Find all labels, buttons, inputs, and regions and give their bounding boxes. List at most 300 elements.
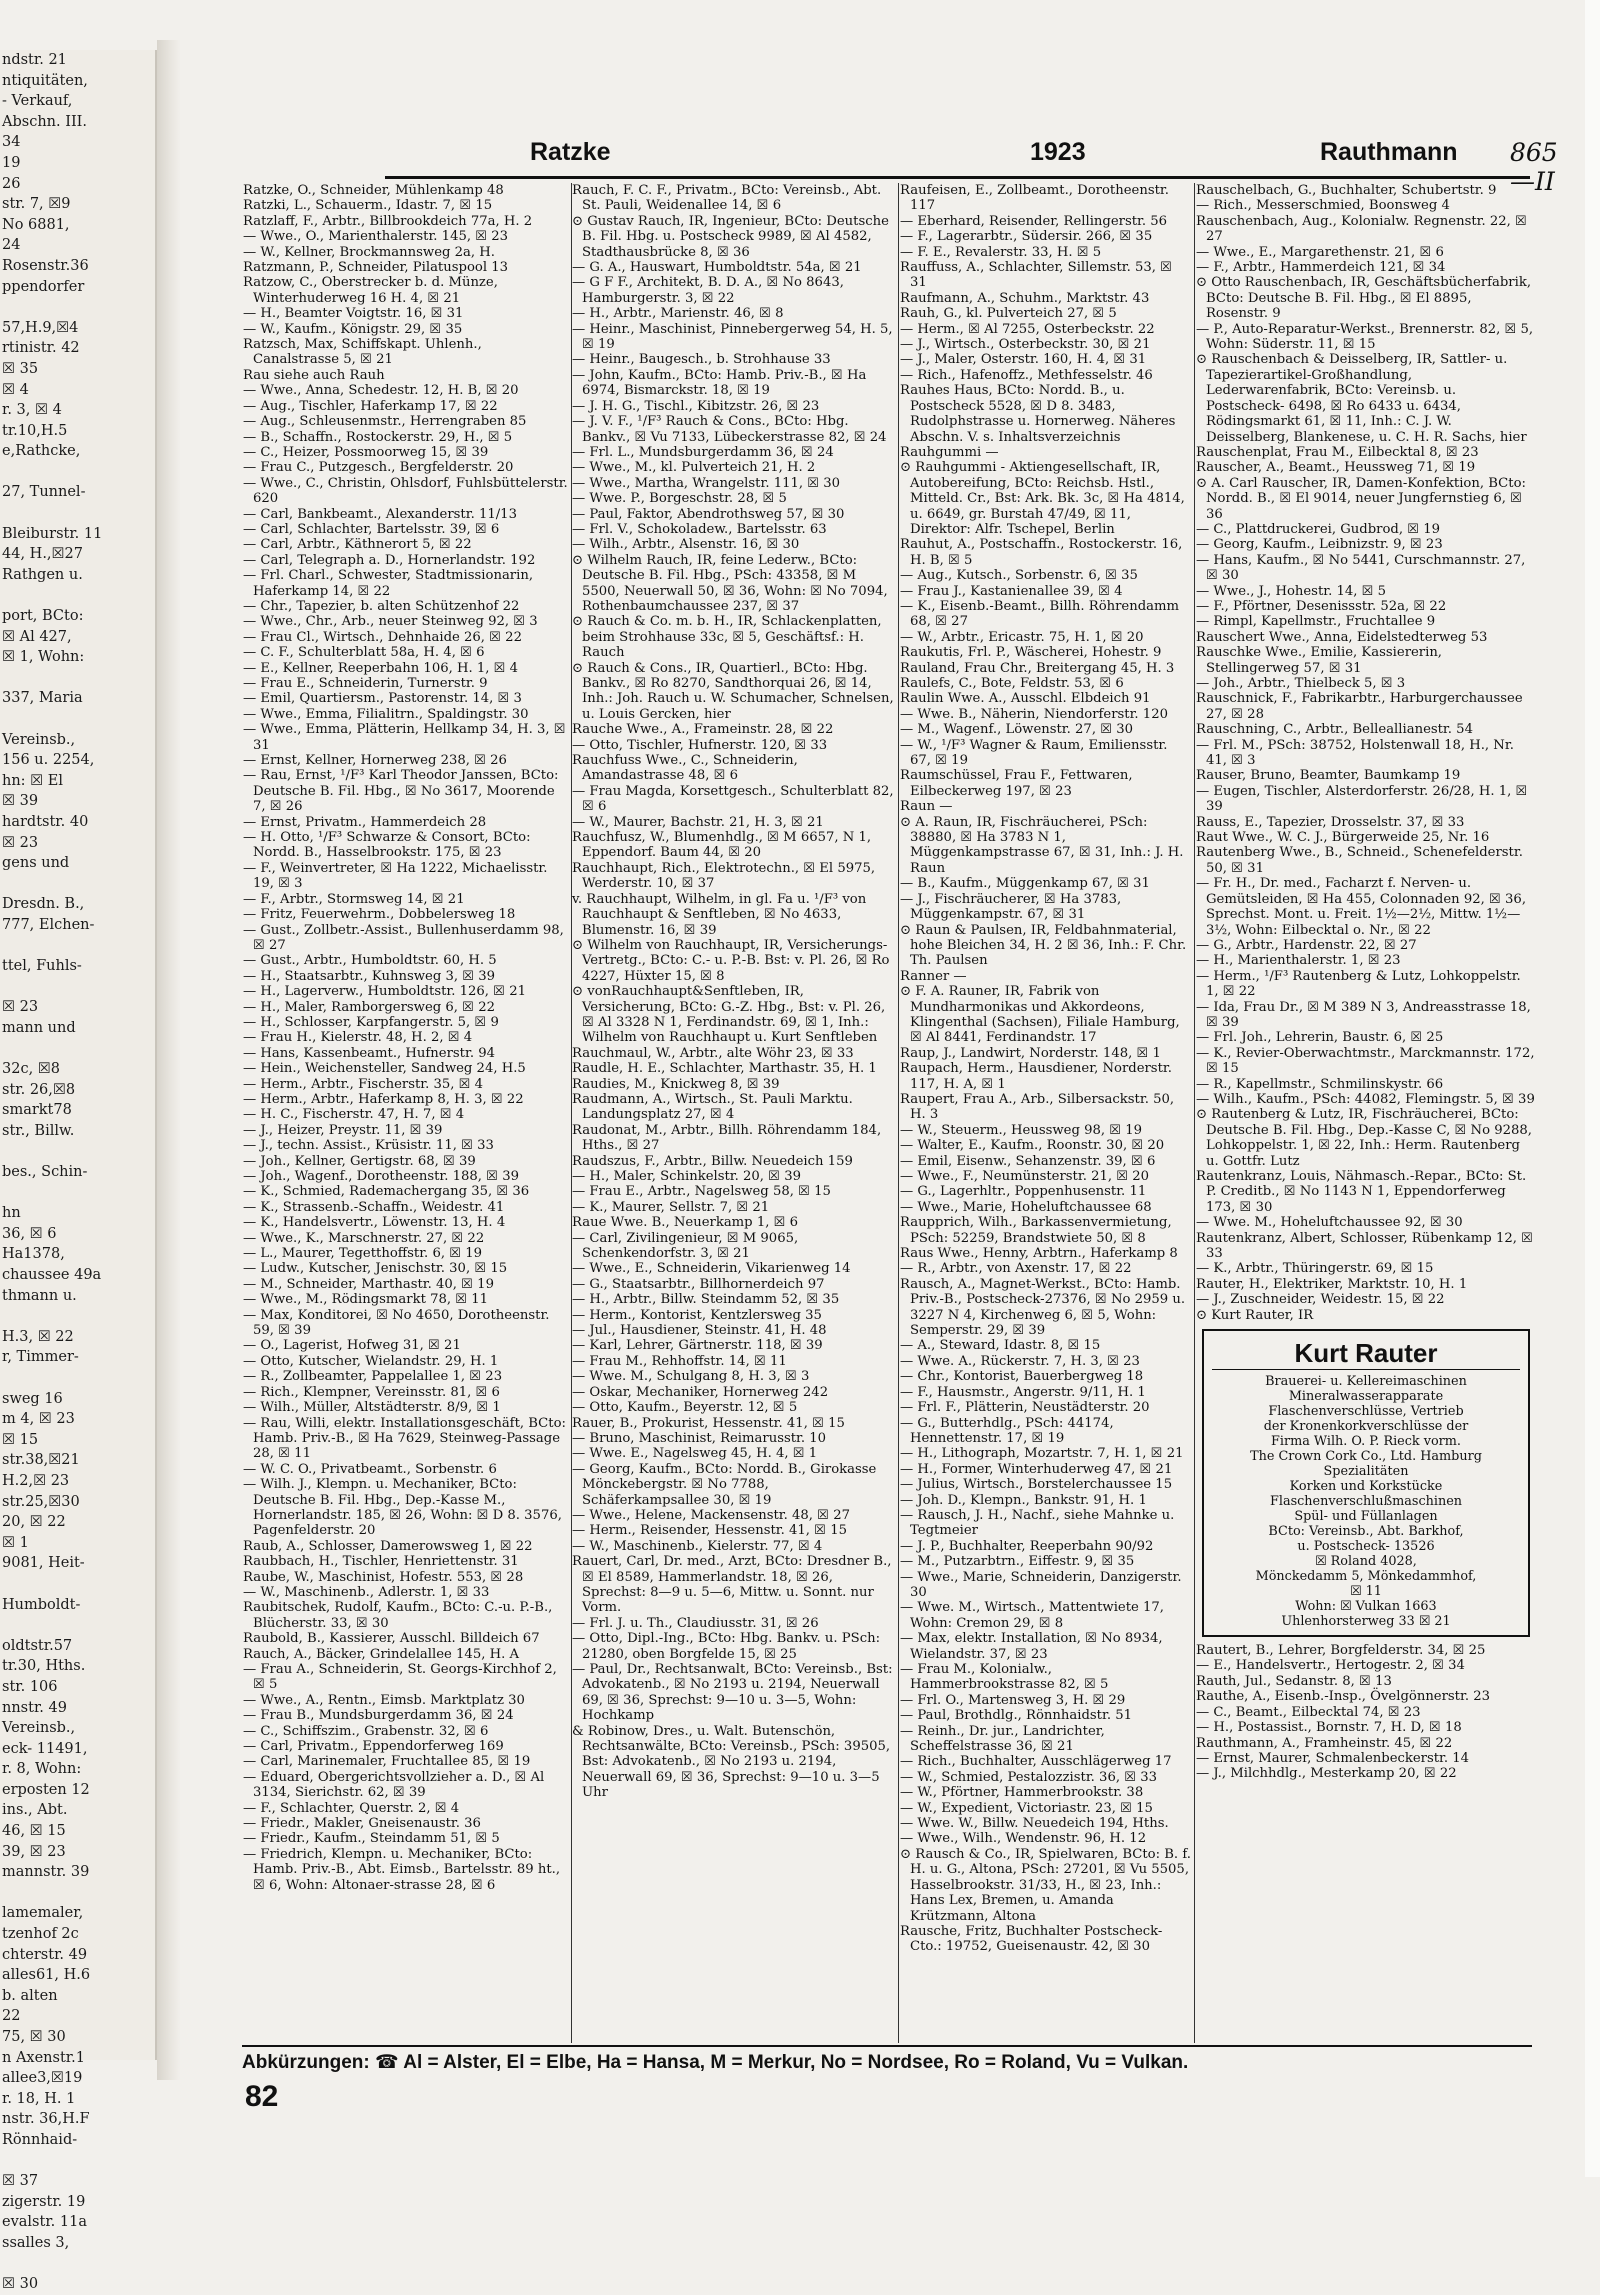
prev-page-line: 36, ☒ 6	[2, 1225, 57, 1242]
prev-page-line	[0, 874, 155, 895]
prev-page-line: H.2,☒ 23	[2, 1472, 70, 1489]
directory-entry: — Aug., Tischler, Haferkamp 17, ☒ 22	[243, 398, 498, 414]
directory-entry: — Wwe. B., Näherin, Niendorferstr. 120	[900, 706, 1168, 722]
directory-entry: — Wwe., A., Rentn., Eimsb. Marktplatz 30	[243, 1692, 525, 1708]
directory-entry: — Carl, Marinemaler, Fruchtallee 85, ☒ 19	[243, 1754, 531, 1770]
directory-entry: — Wwe., J., Hohestr. 14, ☒ 5	[1196, 583, 1387, 599]
prev-page-line: 32c, ☒8	[2, 1061, 61, 1078]
directory-entry: — G F F., Architekt, B. D. A., ☒ No 8643, Hamburgerstr. 3, ☒ 22	[572, 275, 844, 306]
directory-entry: — Otto, Kaufm., Beyerstr. 12, ☒ 5	[572, 1400, 798, 1416]
directory-entry: — Otto, Tischler, Hufnerstr. 120, ☒ 33	[572, 737, 828, 753]
directory-entry: — M., Schneider, Marthastr. 40, ☒ 19	[243, 1276, 494, 1292]
directory-entry: — H., Former, Winterhuderweg 47, ☒ 21	[900, 1461, 1173, 1477]
prev-page-line: nstr. 36,H.F	[2, 2111, 90, 2128]
directory-entry: — Wwe. E., Nagelsweg 45, H. 4, ☒ 1	[572, 1446, 818, 1462]
directory-entry: — A., Steward, Idastr. 8, ☒ 15	[900, 1338, 1101, 1354]
prev-page-line: hn	[2, 1205, 21, 1222]
prev-page-line: e,Rathcke,	[2, 443, 81, 460]
directory-entry: Rautenkranz, Louis, Nähmasch.-Repar., BCto: St. P. Creditb., ☒ No 1143 N 1, Eppendorferweg 173, ☒ 30	[1196, 1169, 1527, 1215]
directory-entry: — Emil, Eisenw., Sehanzenstr. 39, ☒ 6	[900, 1153, 1156, 1169]
prev-page-line: tr.10,H.5	[2, 422, 68, 439]
directory-entry: Raupach, Herm., Hausdiener, Norderstr. 117, H. A, ☒ 1	[900, 1061, 1172, 1092]
directory-entry: — B., Kaufm., Müggenkamp 67, ☒ 31	[900, 876, 1150, 892]
directory-entry: — E., Kellner, Reeperbahn 106, H. 1, ☒ 4	[243, 660, 519, 676]
directory-entry: Rauser, Bruno, Beamter, Baumkamp 19	[1196, 768, 1461, 784]
prev-page-line: Dresdn. B.,	[2, 896, 85, 913]
prev-page-line: 34	[2, 134, 21, 151]
directory-entry: — C., Plattdruckerei, Gudbrod, ☒ 19	[1196, 521, 1441, 537]
prev-page-line: 20, ☒ 22	[2, 1514, 66, 1531]
directory-entry: — K., Maurer, Sellstr. 7, ☒ 21	[572, 1199, 770, 1215]
prev-page-line: Vereinsb.,	[2, 1720, 76, 1737]
directory-column-2	[572, 183, 896, 2053]
prev-page-line: thmann u.	[2, 1287, 77, 1304]
directory-entry: Rauschnick, F., Fabrikarbtr., Harburgerchaussee 27, ☒ 28	[1196, 691, 1523, 722]
directory-entry: — Herm., Arbtr., Fischerstr. 35, ☒ 4	[243, 1076, 484, 1092]
directory-entry: — Frl. F., Plätterin, Neustädterstr. 20	[900, 1400, 1150, 1416]
prev-page-line	[0, 1368, 155, 1389]
directory-entry: — L., Maurer, Tegetthoffstr. 6, ☒ 19	[243, 1246, 483, 1262]
directory-entry: — C., Heizer, Possmoorweg 15, ☒ 39	[243, 444, 489, 460]
directory-entry: — C., Schiffszim., Grabenstr. 32, ☒ 6	[243, 1723, 489, 1739]
prev-page-line	[0, 1183, 155, 1204]
prev-page-line: Vereinsb.,	[2, 731, 76, 748]
directory-entry: — W., Maschinenb., Adlerstr. 1, ☒ 33	[243, 1584, 490, 1600]
prev-page-line: sweg 16	[2, 1390, 63, 1407]
prev-page-line: erposten 12	[2, 1781, 90, 1798]
directory-entry: — H., Maler, Ramborgersweg 6, ☒ 22	[243, 999, 495, 1015]
directory-entry: ⊙ Raun & Paulsen, IR, Feldbahnmaterial, hohe Bleichen 34, H. 2 ☒ 36, Inh.: F. Chr. Th. Paulsen	[900, 922, 1187, 969]
directory-entry: — Gust., Zollbetr.-Assist., Bullenhuserdamm 98, ☒ 27	[243, 922, 564, 953]
directory-entry: — Walter, E., Kaufm., Roonstr. 30, ☒ 20	[900, 1138, 1165, 1154]
directory-entry: — B., Schaffn., Rostockerstr. 29, H., ☒ 5	[243, 429, 513, 445]
directory-entry: — Karl, Lehrer, Gärtnerstr. 118, ☒ 39	[572, 1338, 823, 1354]
prev-page-line: r, Timmer-	[2, 1349, 79, 1366]
prev-page-line: port, BCto:	[2, 608, 84, 625]
directory-entry: — Herm., ☒ Al 7255, Osterbeckstr. 22	[900, 321, 1155, 337]
directory-entry: — K., Eisenb.-Beamt., Billh. Röhrendamm 68, ☒ 27	[900, 598, 1180, 630]
prev-page-line	[0, 2254, 155, 2275]
directory-entry: — Hans, Kaufm., ☒ No 5441, Curschmannstr. 27, ☒ 30	[1196, 552, 1526, 584]
prev-page-line: 337, Maria	[2, 690, 83, 707]
prev-page-line: smarkt78	[2, 1102, 72, 1119]
prev-page-line	[0, 1615, 155, 1636]
directory-entry: — H. C., Fischerstr. 47, H. 7, ☒ 4	[243, 1107, 465, 1123]
prev-page-line	[0, 1141, 155, 1162]
prev-page-line	[0, 2151, 155, 2172]
prev-page-line	[0, 585, 155, 606]
prev-page-line	[0, 709, 155, 730]
prev-page-line: ☒ 23	[2, 834, 39, 851]
prev-page-line: Humboldt-	[2, 1596, 81, 1613]
directory-entry: — H., Lagerverw., Humboldtstr. 126, ☒ 21	[243, 984, 526, 1000]
directory-entry: — Jul., Hausdiener, Steinstr. 41, H. 48	[572, 1323, 827, 1339]
directory-entry: Rauthmann, A., Framheinstr. 45, ☒ 22	[1196, 1735, 1453, 1751]
prev-page-line	[0, 1883, 155, 1904]
prev-page-line: ndstr. 21	[2, 52, 67, 68]
directory-entry: — Wwe., M., kl. Pulverteich 21, H. 2	[572, 460, 816, 476]
directory-entry: ⊙ Rauhgummi - Aktiengesellschaft, IR, Autobereifung, BCto: Reichsb. Hstl., Mitteld. Cr., Bst: Ark. Bk. 3c, ☒ Ha 4814, u. 6649, gr. Burstah 47/49, ☒ 11, Direktor: Alfr. Tschepel, Berlin	[900, 460, 1185, 537]
directory-entry: — Wwe., Wilh., Wendenstr. 96, H. 12	[900, 1831, 1147, 1847]
directory-entry: ⊙ Kurt Rauter, IR	[1196, 1307, 1314, 1323]
prev-page-line: Rathgen u.	[2, 566, 83, 583]
directory-entry: — Ernst, Kellner, Hornerweg 238, ☒ 26	[243, 753, 507, 769]
directory-entry: — W., Expedient, Victoriastr. 23, ☒ 15	[900, 1800, 1153, 1816]
directory-entry: — Ernst, Maurer, Schmalenbeckerstr. 14	[1196, 1750, 1470, 1766]
directory-entry: Rauhut, A., Postschaffn., Rostockerstr. 16, H. B, ☒ 5	[900, 537, 1183, 568]
directory-entry: — K., Schmied, Rademachergang 35, ☒ 36	[243, 1184, 530, 1200]
directory-entry: — Frau E., Arbtr., Nagelsweg 58, ☒ 15	[572, 1184, 831, 1200]
directory-entry: — C. F., Schulterblatt 58a, H. 4, ☒ 6	[243, 645, 485, 661]
prev-page-line: 44, H.,☒27	[2, 546, 83, 563]
directory-entry: — J., techn. Assist., Krüsistr. 11, ☒ 33	[243, 1138, 494, 1154]
directory-entry: — R., Arbtr., von Axenstr. 17, ☒ 22	[900, 1261, 1132, 1277]
directory-entry: — Frau E., Schneiderin, Turnerstr. 9	[243, 676, 488, 691]
directory-entry: — Heinr., Baugesch., b. Strohhause 33	[572, 352, 831, 368]
directory-entry: — Aug., Schleusenmstr., Herrengraben 85	[243, 414, 527, 430]
directory-entry: ⊙ Rauch & Cons., IR, Quartierl., BCto: Hbg. Bankv., ☒ Ro 8270, Sandthorquai 26, ☒ 14, Inh.: Joh. Rauch u. W. Schumacher, Schnelsen, u. Louis Gercken, hier	[572, 660, 894, 722]
prev-page-line: n Axenstr.1	[2, 2049, 85, 2066]
prev-page-line: r. 18, H. 1	[2, 2090, 76, 2107]
directory-entry: Rauhes Haus, BCto: Nordd. B., u. Postscheck 5528, ☒ D 8. 3483, Rudolphstrasse u. Hornerweg. Näheres Abschn. V. s. Inhaltsverzeichnis	[900, 383, 1176, 445]
directory-entry: Raubold, B., Kassierer, Ausschl. Billdeich 67	[243, 1631, 540, 1647]
directory-entry: — Paul, Dr., Rechtsanwalt, BCto: Vereinsb., Bst: Advokatenb., ☒ No 2193 u. 2194, Neuerwall 69, ☒ 36, Sprechst: 9—10 u. 3—5, Wohn: Hochkamp	[572, 1662, 893, 1724]
directory-entry: — Oskar, Mechaniker, Hornerweg 242	[572, 1384, 829, 1400]
prev-page-line: ssalles 3,	[2, 2234, 70, 2251]
prev-page-line: mann und	[2, 1019, 76, 1036]
directory-entry: Rauter, H., Elektriker, Marktstr. 10, H. 1	[1196, 1276, 1468, 1292]
header-rule	[385, 176, 1530, 179]
directory-entry: Rautert, B., Lehrer, Borgfelderstr. 34, ☒ 25	[1196, 1643, 1486, 1659]
header-year: 1923	[1030, 138, 1086, 166]
directory-entry: — P., Auto-Reparatur-Werkst., Brennerstr. 82, ☒ 5, Wohn: Süderstr. 11, ☒ 15	[1196, 321, 1534, 353]
directory-entry: — K., Strassenb.-Schaffn., Weidestr. 41	[243, 1199, 505, 1215]
prev-page-line: m 4, ☒ 23	[2, 1411, 75, 1428]
prev-page-line: Rönnhaid-	[2, 2131, 78, 2148]
directory-entry: Rautenberg Wwe., B., Schneid., Schenefelderstr. 50, ☒ 31	[1196, 845, 1523, 876]
directory-entry: Raut Wwe., W. C. J., Bürgerweide 25, Nr. 16	[1196, 830, 1490, 846]
prev-page-line: 19	[2, 154, 21, 171]
directory-entry: — Wwe., Marie, Schneiderin, Danzigerstr. 30	[900, 1569, 1182, 1600]
directory-entry: — Julius, Wirtsch., Borstelerchaussee 15	[900, 1477, 1173, 1493]
prev-page-line: ☒ 37	[2, 2173, 39, 2190]
directory-entry: — H., Postassist., Bornstr. 7, H. D, ☒ 18	[1196, 1720, 1462, 1736]
directory-entry: — Frau J., Kastanienallee 39, ☒ 4	[900, 583, 1123, 599]
directory-entry: — Ernst, Privatm., Hammerdeich 28	[243, 814, 487, 830]
prev-page-line: ☒ Al 427,	[2, 628, 72, 645]
prev-page-line: eck- 11491,	[2, 1740, 88, 1757]
directory-entry: — Carl, Zivilingenieur, ☒ M 9065, Schenkendorfstr. 3, ☒ 21	[572, 1230, 799, 1262]
directory-entry: — Frl. Joh., Lehrerin, Baustr. 6, ☒ 25	[1196, 1030, 1444, 1046]
directory-entry: — W., Pförtner, Hammerbrookstr. 38	[900, 1785, 1144, 1801]
directory-entry: — J. H. G., Tischl., Kibitzstr. 26, ☒ 23	[572, 398, 820, 414]
directory-entry: — Carl, Privatm., Eppendorferweg 169	[243, 1739, 504, 1755]
directory-entry: Rauh, G., kl. Pulverteich 27, ☒ 5	[900, 306, 1117, 322]
directory-entry: Raun —	[900, 799, 953, 815]
directory-entry: — H., Marienthalerstr. 1, ☒ 23	[1196, 953, 1401, 969]
prev-page-line: No 6881,	[2, 216, 70, 233]
prev-page-line: nnstr. 49	[2, 1699, 67, 1716]
directory-entry: Raumschüssel, Frau F., Fettwaren, Eilbeckerweg 197, ☒ 23	[900, 768, 1133, 799]
ad-line: Uhlenhorsterweg 33 ☒ 21	[1281, 1614, 1451, 1630]
directory-entry: ⊙ A. Raun, IR, Fischräucherei, PSch: 38880, ☒ Ha 3783 N 1, Müggenkampstrasse 67, ☒ 31, Inh.: J. H. Raun	[900, 814, 1184, 876]
directory-entry: — K., Revier-Oberwachtmstr., Marckmannstr. 172, ☒ 15	[1196, 1045, 1535, 1077]
directory-entry: Rauffuss, A., Schlachter, Sillemstr. 53, ☒ 31	[900, 260, 1172, 291]
prev-page-line: 57,H.9,☒4	[2, 319, 79, 336]
directory-entry: — Frl. J. u. Th., Claudiusstr. 31, ☒ 26	[572, 1615, 819, 1631]
directory-entry: Rauschenplat, Frau M., Eilbecktal 8, ☒ 23	[1196, 444, 1479, 460]
ad-line: Mineralwasserapparate	[1288, 1389, 1444, 1405]
directory-entry: Raudmann, A., Wirtsch., St. Pauli Marktu. Landungsplatz 27, ☒ 4	[572, 1091, 853, 1123]
prev-page-line: ntiquitäten,	[2, 72, 88, 89]
directory-entry: — F., Hausmstr., Angerstr. 9/11, H. 1	[900, 1384, 1146, 1400]
directory-entry: Rauschelbach, G., Buchhalter, Schubertstr. 9	[1196, 183, 1497, 198]
directory-entry: — W., Maschinenb., Kielerstr. 77, ☒ 4	[572, 1538, 823, 1554]
directory-entry: — W., Schmied, Pestalozzistr. 36, ☒ 33	[900, 1769, 1158, 1785]
directory-entry: — W. C. O., Privatbeamt., Sorbenstr. 6	[243, 1461, 497, 1477]
directory-entry: — J., Heizer, Preystr. 11, ☒ 39	[243, 1122, 443, 1138]
directory-entry: — C., Beamt., Eilbecktal 74, ☒ 23	[1196, 1704, 1421, 1720]
prev-page-line: mannstr. 39	[2, 1864, 90, 1881]
directory-entry: — Joh. D., Klempn., Bankstr. 91, H. 1	[900, 1492, 1147, 1508]
directory-entry: Rautenkranz, Albert, Schlosser, Rübenkamp 12, ☒ 33	[1196, 1230, 1533, 1262]
directory-entry: — Rausch, J. H., Nachf., siehe Mahnke u. Tegtmeier	[900, 1507, 1175, 1539]
directory-entry: Rauschert Wwe., Anna, Eidelstedterweg 53	[1196, 629, 1488, 645]
directory-column-4	[1196, 183, 1536, 2053]
directory-entry: ⊙ Rautenberg & Lutz, IR, Fischräucherei, BCto: Deutsche B. Fil. Hbg., Dep.-Kasse C, ☒ No 9288, Lohkoppelstr. 1, ☒ 22, Inh.: Herm. Rautenberg u. Gottfr. Lutz	[1196, 1107, 1532, 1169]
prev-page-line: Abschn. III.	[2, 113, 88, 130]
directory-entry: — Wwe., O., Marienthalerstr. 145, ☒ 23	[243, 229, 509, 245]
directory-entry: — H., Arbtr., Marienstr. 46, ☒ 8	[572, 306, 784, 322]
directory-entry: — F., Lagerarbtr., Südersir. 266, ☒ 35	[900, 229, 1153, 245]
directory-entry: Raupert, Frau A., Arb., Silbersackstr. 50, H. 3	[900, 1091, 1175, 1123]
directory-column-3	[900, 183, 1192, 2053]
directory-entry: — Joh., Arbtr., Thielbeck 5, ☒ 3	[1196, 676, 1406, 691]
directory-entry: — J. V. F., ¹/F³ Rauch & Cons., BCto: Hbg. Bankv., ☒ Vu 7133, Lübeckerstrasse 82, ☒ 24	[572, 414, 887, 445]
directory-entry: Rauscher, A., Beamt., Heussweg 71, ☒ 19	[1196, 460, 1476, 476]
prev-page-line: 27, Tunnel-	[2, 484, 86, 501]
directory-entry: — W., Arbtr., Ericastr. 75, H. 1, ☒ 20	[900, 629, 1144, 645]
prev-page-line	[0, 1039, 155, 1060]
header-right-word: Rauthmann	[1320, 138, 1458, 166]
directory-entry: — Carl, Telegraph a. D., Hornerlandstr. 192	[243, 552, 536, 568]
prev-page-line: 156 u. 2254,	[2, 752, 95, 769]
prev-page-line: tr.30, Hths.	[2, 1658, 86, 1675]
prev-page-line: ☒ 1, Wohn:	[2, 649, 85, 666]
directory-entry: Rauchmaul, W., Arbtr., alte Wöhr 23, ☒ 33	[572, 1045, 854, 1061]
directory-entry: — M., Putzarbtrn., Eiffestr. 9, ☒ 35	[900, 1554, 1135, 1570]
directory-entry: ⊙ Wilhelm von Rauchhaupt, IR, Versicherungs-Vertretg., BCto: C.- u. P.-B. Bst: v. Pl. 26, ☒ Ro 4227, Hüxter 15, ☒ 8	[572, 937, 890, 984]
directory-entry: — H. Otto, ¹/F³ Schwarze & Consort, BCto: Nordd. B., Hasselbrookstr. 175, ☒ 23	[243, 830, 531, 861]
directory-entry: Raubitschek, Rudolf, Kaufm., BCto: C.-u. P.-B., Blücherstr. 33, ☒ 30	[243, 1600, 553, 1631]
abbreviations-footer: Abkürzungen: ☎ Al = Alster, El = Elbe, Ha = Hansa, M = Merkur, No = Nordsee, Ro = Roland, Vu = Vulkan.	[242, 2045, 1532, 2081]
prev-page-line: ppendorfer	[2, 278, 85, 295]
directory-entry: — H., Staatsarbtr., Kuhnsweg 3, ☒ 39	[243, 968, 496, 984]
directory-entry: Rauchfusz, W., Blumenhdlg., ☒ M 6657, N 1, Eppendorf. Baum 44, ☒ 20	[572, 830, 872, 861]
directory-entry: — Wwe., K., Marschnerstr. 27, ☒ 22	[243, 1230, 485, 1246]
page-gutter	[157, 40, 181, 2080]
directory-entry: — Wwe., E., Margarethenstr. 21, ☒ 6	[1196, 244, 1444, 260]
directory-entry: — Frl. V., Schokoladew., Bartelsstr. 63	[572, 521, 827, 537]
directory-entry: — Hans, Kassenbeamt., Hufnerstr. 94	[243, 1045, 495, 1061]
prev-page-line: ☒ 35	[2, 360, 39, 377]
page-edge	[1585, 0, 1600, 2177]
directory-entry: ⊙ Wilhelm Rauch, IR, feine Lederw., BCto: Deutsche B. Fil. Hbg., PSch: 43358, ☒ M 5500, Neuerwall 50, ☒ 36, Wohn: ☒ No 7094, Rothenbaumchaussee 237, ☒ 37	[572, 552, 888, 614]
prev-page-line	[0, 1574, 155, 1595]
directory-entry: ⊙ Rauch & Co. m. b. H., IR, Schlackenplatten, beim Strohhause 33c, ☒ 5, Geschäftsf.: H. Rauch	[572, 614, 882, 661]
directory-entry: — G. A., Hauswart, Humboldtstr. 54a, ☒ 21	[572, 260, 862, 276]
prev-page-line: ins., Abt.	[2, 1802, 68, 1819]
directory-entry: Raudonat, M., Arbtr., Billh. Röhrendamm 184, Hths., ☒ 27	[572, 1122, 882, 1154]
directory-entry: Rauer, B., Prokurist, Hessenstr. 41, ☒ 15	[572, 1415, 845, 1431]
directory-entry: — K., Arbtr., Thüringerstr. 69, ☒ 15	[1196, 1261, 1434, 1277]
prev-page-line: r. 3, ☒ 4	[2, 402, 62, 419]
prev-page-line: r. 8, Wohn:	[2, 1761, 82, 1778]
directory-entry: Rauland, Frau Chr., Breitergang 45, H. 3	[900, 660, 1175, 676]
prev-page-line: ☒ 15	[2, 1431, 39, 1448]
directory-entry: — J., Wirtsch., Osterbeckstr. 30, ☒ 21	[900, 337, 1151, 353]
directory-entry: — W., Kaufm., Königstr. 29, ☒ 35	[243, 321, 463, 337]
directory-entry: Rauschenbach, Aug., Kolonialw. Regnenstr. 22, ☒ 27	[1196, 213, 1527, 245]
previous-page-fragment	[0, 50, 157, 2293]
directory-entry: — W., Kellner, Brockmannsweg 2a, H.	[243, 244, 495, 260]
prev-page-line: 24	[2, 237, 21, 254]
directory-entry: — Friedrich, Klempn. u. Mechaniker, BCto: Hamb. Priv.-B., Abt. Eimsb., Bartelsstr. 89 ht., ☒ 6, Wohn: Altonaer-strasse 28, ☒ 6	[243, 1846, 561, 1893]
directory-entry: — G., Arbtr., Hardenstr. 22, ☒ 27	[1196, 937, 1417, 953]
directory-entry: — F., Arbtr., Hammerdeich 121, ☒ 34	[1196, 260, 1446, 276]
directory-entry: — Wwe., E., Schneiderin, Vikarienweg 14	[572, 1261, 851, 1277]
directory-entry: — Otto, Dipl.-Ing., BCto: Hbg. Bankv. u. PSch: 21280, oben Borgfelde 15, ☒ 25	[572, 1631, 881, 1662]
prev-page-line: H.3, ☒ 22	[2, 1328, 74, 1345]
directory-entry: — J., Milchhdlg., Mesterkamp 20, ☒ 22	[1196, 1766, 1457, 1782]
directory-entry: — Rau, Willi, elektr. Installationsgeschäft, BCto: Hamb. Priv.-B., ☒ Ha 7629, Steinweg-Passage 28, ☒ 11	[243, 1415, 566, 1462]
header-page-number: 865—II	[1510, 138, 1558, 196]
directory-entry: Rauch, A., Bäcker, Grindelallee 145, H. A	[243, 1646, 519, 1662]
directory-entry: — Frau A., Schneiderin, St. Georgs-Kirchhof 2, ☒ 5	[243, 1662, 557, 1693]
prev-page-line: Rosenstr.36	[2, 257, 89, 274]
prev-page-line: str., Billw.	[2, 1122, 75, 1139]
directory-entry: Raudszus, F., Arbtr., Billw. Neuedeich 159	[572, 1153, 853, 1169]
directory-entry: — Eberhard, Reisender, Rellingerstr. 56	[900, 213, 1168, 229]
prev-page-line	[0, 977, 155, 998]
directory-entry: — Paul, Brothdlg., Rönnhaidstr. 51	[900, 1708, 1132, 1724]
directory-entry: — Wwe., Anna, Schedestr. 12, H. B, ☒ 20	[243, 383, 519, 399]
directory-entry: — Herm., Reisender, Hessenstr. 41, ☒ 15	[572, 1523, 847, 1539]
directory-entry: — Joh., Kellner, Gertigstr. 68, ☒ 39	[243, 1153, 476, 1169]
directory-entry: — Wilh., Kaufm., PSch: 44082, Flemingstr. 5, ☒ 39	[1196, 1091, 1535, 1107]
directory-entry: ⊙ vonRauchhaupt&Senftleben, IR, Versicherung, BCto: G.-Z. Hbg., Bst: v. Pl. 26, ☒ Al 3328 N 1, Ferdinandstr. 69, ☒ 1, Inh.: Wilhelm von Rauchhaupt u. Kurt Senftleben	[572, 984, 886, 1046]
directory-entry: — Otto, Kutscher, Wielandstr. 29, H. 1	[243, 1353, 499, 1369]
directory-entry: — Wwe. M., Hoheluftchaussee 92, ☒ 30	[1196, 1215, 1463, 1231]
prev-page-line	[0, 1306, 155, 1327]
directory-entry: — Frau B., Mundsburgerdamm 36, ☒ 24	[243, 1708, 514, 1724]
directory-entry: Rausch, A., Magnet-Werkst., BCto: Hamb. Priv.-B., Postscheck-27376, ☒ No 2959 u. 3227 N 4, Kirchenweg 6, ☒ 5, Wohn: Semperstr. 29, ☒ 39	[900, 1276, 1186, 1339]
directory-entry: — Wwe., Marie, Hoheluftchaussee 68	[900, 1199, 1152, 1215]
directory-entry: ⊙ Rauschenbach & Deisselberg, IR, Sattler- u. Tapezierartikel-Großhandlung, Lederwarenfabrik, BCto: Vereinsb. u. Postscheck- 6498, ☒ Ro 6433 u. 6434, Rödingsmarkt 61, ☒ 11, Inh.: C. J. W. Deisselberg, Blankenese, u. C. H. R. Sachs, hier	[1196, 352, 1527, 445]
directory-entry: Rausche, Fritz, Buchhalter Postscheck-Cto.: 19752, Gueisenaustr. 42, ☒ 30	[900, 1923, 1163, 1955]
directory-entry: — Wwe. M., Wirtsch., Mattentwiete 17, Wohn: Cremon 29, ☒ 8	[900, 1600, 1164, 1631]
directory-entry: — Rich., Hafenoffz., Methfesselstr. 46	[900, 367, 1153, 383]
directory-entry: — Wwe., Helene, Mackensenstr. 48, ☒ 27	[572, 1507, 850, 1523]
directory-entry: Rauhgummi —	[900, 444, 999, 460]
ad-line: ☒ Roland 4028,	[1315, 1554, 1417, 1570]
directory-entry: — Wwe., C., Christin, Ohlsdorf, Fuhlsbüttelerstr. 620	[243, 475, 568, 507]
ad-line: Mönckedamm 5, Mönkedammhof,	[1255, 1569, 1477, 1585]
prev-page-line: chaussee 49a	[2, 1267, 102, 1284]
directory-entry: — W., Maurer, Bachstr. 21, H. 3, ☒ 21	[572, 814, 824, 830]
prev-page-line: gens und	[2, 855, 70, 872]
prev-page-line: bes., Schin-	[2, 1164, 88, 1181]
directory-entry: — Ludw., Kutscher, Jenischstr. 30, ☒ 15	[243, 1261, 508, 1277]
prev-page-line	[0, 462, 155, 483]
directory-entry: — Eduard, Obergerichtsvollzieher a. D., ☒ Al 3134, Sierichstr. 62, ☒ 39	[243, 1769, 545, 1801]
directory-entry: — Carl, Bankbeamt., Alexanderstr. 11/13	[243, 506, 517, 522]
page-number: 82	[245, 2080, 279, 2113]
prev-page-line: zigerstr. 19	[2, 2193, 86, 2210]
directory-entry: Rauth, Jul., Sedanstr. 8, ☒ 13	[1196, 1673, 1392, 1689]
prev-page-line: 9081, Heit-	[2, 1555, 85, 1572]
directory-entry: & Robinow, Dres., u. Walt. Butenschön, Rechtsanwälte, BCto: Vereinsb., PSch: 39505, Bst: Advokatenb., ☒ No 2193 u. 2194, Neuerwall 69, ☒ 36, Sprechst: 9—10 u. 3—5 Uhr	[572, 1723, 891, 1801]
directory-entry: — Frau M., Kolonialw., Hammerbrookstrasse 82, ☒ 5	[900, 1662, 1109, 1693]
directory-entry: Raufeisen, E., Zollbeamt., Dorotheenstr. 117	[900, 183, 1169, 214]
directory-entry: Rauchhaupt, Rich., Elektrotechn., ☒ El 5975, Werderstr. 10, ☒ 37	[572, 860, 876, 892]
directory-entry: Raulin Wwe. A., Ausschl. Elbdeich 91	[900, 691, 1151, 707]
directory-entry: — Rimpl, Kapellmstr., Fruchtallee 9	[1196, 614, 1436, 630]
directory-entry: v. Rauchhaupt, Wilhelm, in gl. Fa u. ¹/F³ von Rauchhaupt & Senftleben, ☒ No 4633, Blumenstr. 16, ☒ 39	[572, 891, 867, 938]
directory-entry: — H., Arbtr., Billw. Steindamm 52, ☒ 35	[572, 1292, 840, 1308]
prev-page-line: ttel, Fuhls-	[2, 958, 82, 975]
prev-page-line: ☒ 30	[2, 2276, 39, 2293]
prev-page-line: hardtstr. 40	[2, 813, 89, 830]
directory-entry: ⊙ A. Carl Rauscher, IR, Damen-Konfektion, BCto: Nordd. B., ☒ El 9014, neuer Jungfernstieg 6, ☒ 36	[1196, 475, 1526, 522]
header-left-word: Ratzke	[530, 138, 611, 166]
directory-entry: Ratzlaff, F., Arbtr., Billbrookdeich 77a, H. 2	[243, 213, 533, 229]
ad-line: Korken und Korkstücke	[1289, 1479, 1443, 1495]
directory-entry: — M., Wagenf., Löwenstr. 27, ☒ 30	[900, 722, 1133, 738]
directory-entry: — F., Weinvertreter, ☒ Ha 1222, Michaelisstr. 19, ☒ 3	[243, 860, 548, 892]
prev-page-line: str. 26,☒8	[2, 1081, 76, 1098]
directory-entry: — Carl, Arbtr., Käthnerort 5, ☒ 22	[243, 537, 472, 553]
prev-page-line: ☒ 1	[2, 1534, 29, 1551]
directory-entry: — Emil, Quartiersm., Pastorenstr. 14, ☒ 3	[243, 691, 522, 707]
directory-entry: Ratzmann, P., Schneider, Pilatuspool 13	[243, 260, 509, 276]
directory-entry: — Hein., Weichensteller, Sandweg 24, H.5	[243, 1061, 526, 1077]
directory-entry: — Wilh., Arbtr., Alsenstr. 16, ☒ 30	[572, 537, 800, 553]
directory-entry: Rau siehe auch Rauh	[243, 367, 385, 383]
directory-entry: — Heinr., Maschinist, Pinnebergerweg 54, H. 5, ☒ 19	[572, 321, 893, 353]
directory-entry: Raudle, H. E., Schlachter, Marthastr. 35, H. 1	[572, 1061, 877, 1077]
prev-page-line: evalstr. 11a	[2, 2214, 87, 2231]
directory-entry: Ratzow, C., Oberstrecker b. d. Münze, Winterhuderweg 16 H. 4, ☒ 21	[243, 275, 498, 306]
directory-entry: — Wilh. J., Klempn. u. Mechaniker, BCto: Deutsche B. Fil. Hbg., Dep.-Kasse M., Hornerlandstr. 185, ☒ 26, Wohn: ☒ D 8. 3576, Pagenfelderstr. 20	[243, 1477, 562, 1539]
directory-entry: ⊙ Otto Rauschenbach, IR, Geschäftsbücherfabrik, BCto: Deutsche B. Fil. Hbg., ☒ El 8895, Rosenstr. 9	[1196, 275, 1532, 322]
directory-entry: Raudies, M., Knickweg 8, ☒ 39	[572, 1076, 780, 1092]
directory-entry: — Frl. L., Mundsburgerdamm 36, ☒ 24	[572, 444, 834, 460]
directory-entry: — R., Zollbeamter, Pappelallee 1, ☒ 23	[243, 1369, 503, 1385]
directory-entry: — W., ¹/F³ Wagner & Raum, Emiliensstr. 67, ☒ 19	[900, 737, 1168, 769]
directory-entry: ⊙ F. A. Rauner, IR, Fabrik von Mundharmonikas und Akkordeons, Klingenthal (Sachsen), Filiale Hamburg, ☒ Al 8441, Ferdinandstr. 17	[900, 984, 1180, 1046]
prev-page-line	[0, 297, 155, 318]
directory-entry: — H., Beamter Voigtstr. 16, ☒ 31	[243, 306, 464, 322]
directory-entry: — Frau Magda, Korsettgesch., Schulterblatt 82, ☒ 6	[572, 783, 894, 815]
directory-entry: — Rich., Buchhalter, Ausschlägerweg 17	[900, 1754, 1172, 1770]
prev-page-line: allee3,☒19	[2, 2070, 83, 2087]
directory-entry: — J., Maler, Osterstr. 160, H. 4, ☒ 31	[900, 352, 1147, 368]
directory-entry: Ranner —	[900, 968, 967, 984]
prev-page-line	[0, 503, 155, 524]
prev-page-line: str. 106	[2, 1678, 58, 1695]
prev-page-line: ☒ 39	[2, 793, 39, 810]
